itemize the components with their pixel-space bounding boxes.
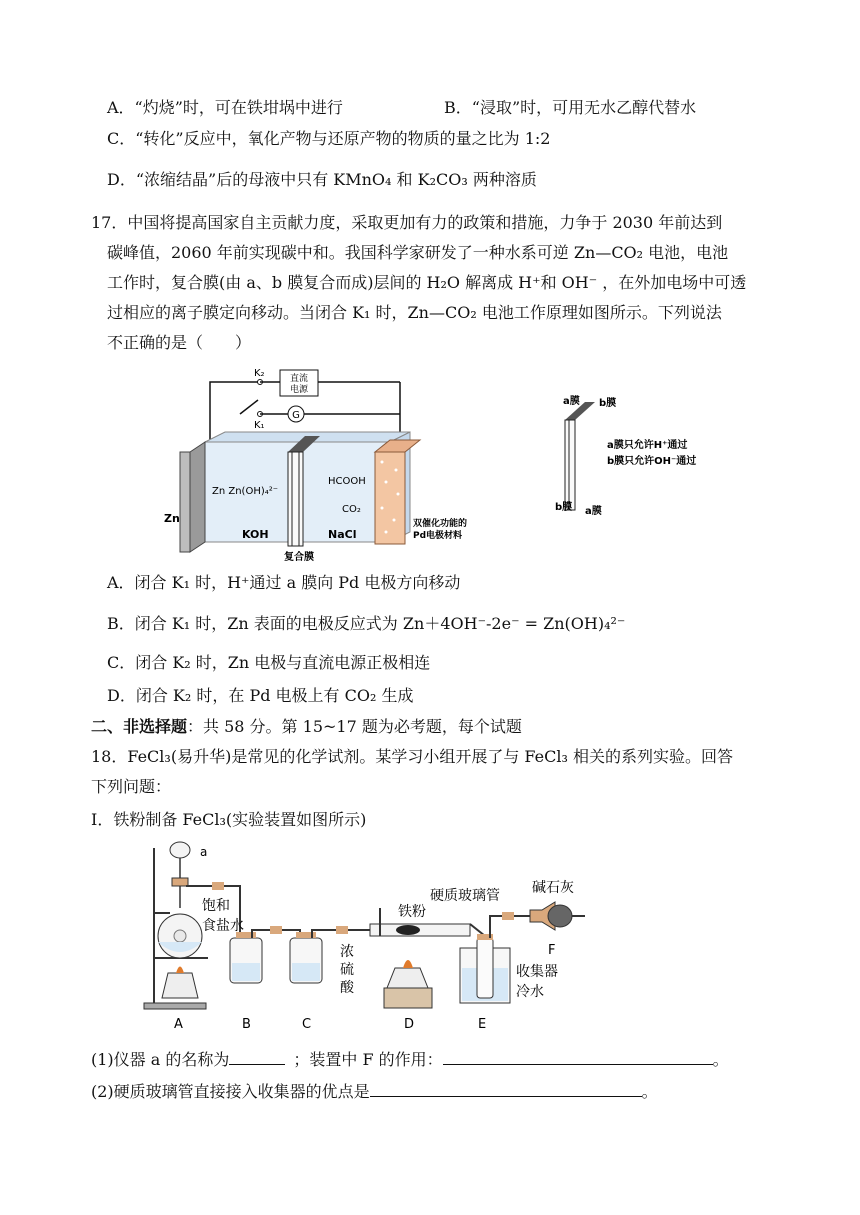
q18-sub-2-end: 。 — [641, 1082, 658, 1101]
formula-k2co3: K₂CO₃ — [417, 170, 468, 189]
q17-line-5: 不正确的是（ ） — [107, 333, 252, 352]
pd-electrode-label-2: Pd电极材料 — [413, 531, 463, 541]
membrane-detail-diagram — [555, 390, 740, 520]
b-membrane-bottom-label: b膜 — [555, 502, 573, 513]
a-membrane-top-label: a膜 — [563, 396, 580, 407]
nacl-label: NaCl — [328, 528, 357, 541]
q18-sub-1 — [91, 1048, 729, 1071]
answer-blank-advantage[interactable] — [370, 1080, 642, 1097]
instrument-a-label: a — [200, 845, 208, 859]
galvanometer-icon: G — [292, 410, 300, 421]
q16-option-d — [107, 169, 537, 191]
zn-electrode-label: Zn — [164, 512, 180, 525]
cold-water-label: 冷水 — [516, 984, 544, 1000]
sat-salt-label-1: 饱和 — [202, 898, 230, 914]
h2so4-label-1: 浓 — [340, 944, 354, 960]
formula-kmno4: KMnO₄ — [333, 170, 392, 189]
membrane-note-2: b膜只允许OH⁻通过 — [607, 456, 697, 467]
h2so4-label-3: 酸 — [340, 980, 354, 996]
q16-option-d-mid: 和 — [391, 170, 418, 189]
switch-k1-label: K₁ — [254, 420, 265, 431]
q17-line-4: 过相应的离子膜定向移动。当闭合 K₁ 时，Zn—CO₂ 电池工作原理如图所示。下列说法 — [107, 303, 722, 322]
hard-glass-tube-label: 硬质玻璃管 — [430, 888, 500, 904]
co2-label: CO₂ — [342, 504, 361, 515]
pd-electrode-label-1: 双催化功能的 — [413, 519, 468, 529]
q16-option-d-pre: D．“浓缩结晶”后的母液中只有 — [107, 170, 334, 189]
fecl3-apparatus-diagram — [140, 838, 600, 1033]
section-2-heading — [91, 716, 522, 738]
hcooh-label: HCOOH — [328, 476, 366, 487]
answer-blank-instrument-a[interactable] — [229, 1048, 285, 1065]
membrane-note-1: a膜只允许H⁺通过 — [607, 440, 688, 451]
q18-part-1: Ⅰ．铁粉制备 FeCl₃(实验装置如图所示) — [91, 810, 367, 829]
a-membrane-bottom-label: a膜 — [585, 506, 602, 517]
dc-source-label-2: 电源 — [289, 385, 309, 395]
zn-co2-battery-diagram — [160, 362, 540, 562]
answer-blank-f-function[interactable] — [443, 1048, 713, 1065]
composite-membrane-label: 复合膜 — [284, 552, 314, 562]
q18-sub-2 — [91, 1080, 658, 1103]
q16-option-d-post: 两种溶质 — [467, 170, 537, 189]
apparatus-label-c: C — [302, 1017, 312, 1032]
h2so4-label-2: 硫 — [340, 962, 354, 978]
q18-line-2: 下列问题： — [91, 777, 172, 796]
b-membrane-top-label: b膜 — [599, 398, 617, 409]
q17-option-d: D．闭合 K₂ 时，在 Pd 电极上有 CO₂ 生成 — [107, 686, 414, 705]
koh-label: KOH — [242, 528, 269, 541]
q18-sub-1-mid: ；装置中 F 的作用： — [293, 1050, 443, 1069]
apparatus-label-f: F — [548, 943, 556, 958]
q18-sub-1-end: 。 — [712, 1050, 729, 1069]
q17-option-b: B．闭合 K₁ 时，Zn 表面的电极反应式为 Zn＋4OH⁻-2e⁻ = Zn(OH)₄²⁻ — [107, 614, 626, 633]
q18-sub-2-prefix: (2)硬质玻璃管直接接入收集器的优点是 — [91, 1082, 370, 1101]
iron-powder-label: 铁粉 — [398, 904, 426, 920]
section-2-text: ：共 58 分。第 15~17 题为必考题，每个试题 — [187, 717, 522, 736]
sat-salt-label-2: 食盐水 — [202, 918, 244, 934]
apparatus-label-a: A — [174, 1017, 183, 1032]
q17-option-a: A．闭合 K₁ 时，H⁺通过 a 膜向 Pd 电极方向移动 — [107, 573, 461, 592]
soda-lime-label: 碱石灰 — [532, 880, 574, 896]
q18-sub-1-prefix: (1)仪器 a 的名称为 — [91, 1050, 230, 1069]
q17-line-1: 17．中国将提高国家自主贡献力度，采取更加有力的政策和措施，力争于 2030 年前达到 — [91, 213, 723, 232]
q16-option-a: A．“灼烧”时，可在铁坩埚中进行 — [107, 98, 343, 117]
q17-line-2: 碳峰值，2060 年前实现碳中和。我国科学家研发了一种水系可逆 Zn—CO₂ 电池，电池 — [107, 243, 729, 262]
q17-line-3: 工作时，复合膜(由 a、b 膜复合而成)层间的 H₂O 解离成 H⁺和 OH⁻ ，在外加电场中可透 — [107, 273, 747, 292]
apparatus-label-d: D — [404, 1017, 415, 1032]
q16-option-c: C．“转化”反应中，氧化产物与还原产物的物质的量之比为 1:2 — [107, 129, 551, 148]
dc-source-label-1: 直流 — [289, 374, 309, 384]
q17-option-c: C．闭合 K₂ 时，Zn 电极与直流电源正极相连 — [107, 653, 431, 672]
section-2-title: 二、非选择题 — [91, 717, 188, 736]
apparatus-label-b: B — [242, 1017, 251, 1032]
collector-label: 收集器 — [516, 964, 558, 980]
q16-option-b: B．“浸取”时，可用无水乙醇代替水 — [444, 98, 697, 117]
zn-reaction-label: Zn Zn(OH)₄²⁻ — [212, 486, 279, 497]
switch-k2-label: K₂ — [254, 368, 265, 379]
apparatus-label-e: E — [478, 1017, 487, 1032]
q18-line-1: 18．FeCl₃(易升华)是常见的化学试剂。某学习小组开展了与 FeCl₃ 相关的系列实验。回答 — [91, 747, 733, 766]
